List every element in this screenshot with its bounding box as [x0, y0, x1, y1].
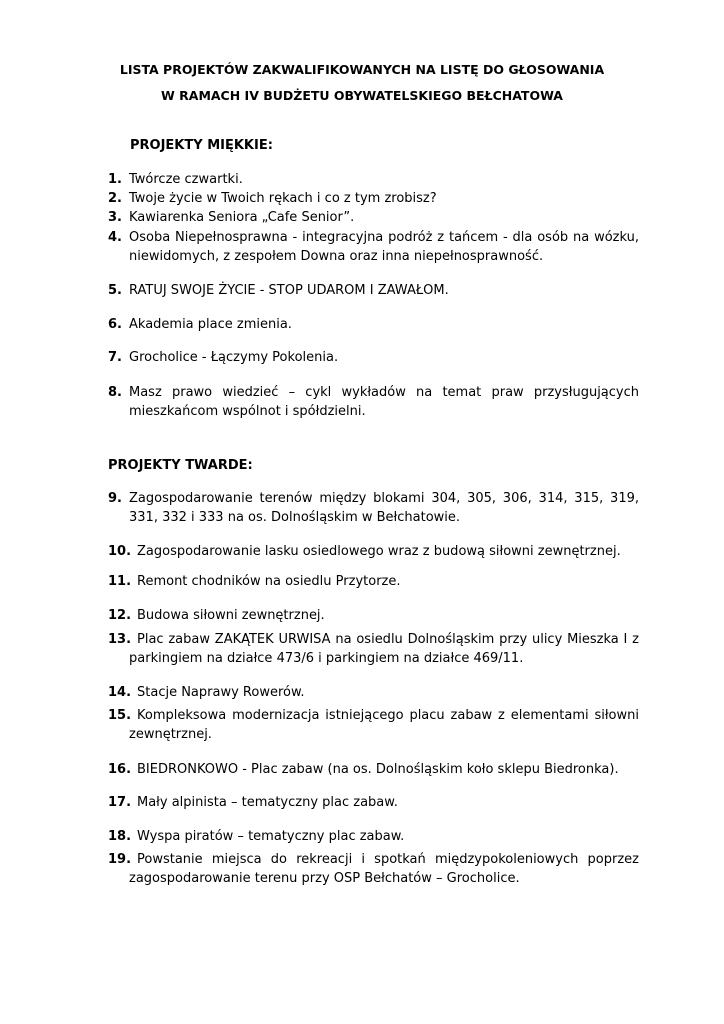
list-item-text: Stacje Naprawy Rowerów. — [137, 685, 305, 700]
list-item-number: 7. — [108, 350, 122, 365]
list-item-text: Powstanie miejsca do rekreacji i spotkań międzypokoleniowych poprzez zagospodarowanie terenu przy OSP Bełchatów – Grocholice. — [129, 852, 639, 886]
list-item — [108, 281, 639, 300]
list-item-number: 2. — [108, 191, 122, 206]
list-item — [108, 170, 639, 189]
list-item-text: Akademia place zmienia. — [129, 317, 292, 332]
list-item-text: BIEDRONKOWO - Plac zabaw (na os. Dolnośląskim koło sklepu Biedronka). — [137, 762, 619, 777]
list-item-number: 14. — [108, 685, 132, 700]
list-item-text: Zagospodarowanie terenów między blokami 304, 305, 306, 314, 315, 319, 331, 332 i 333 na os. Dolnośląskim w Bełchatowie. — [129, 491, 639, 525]
list-item — [108, 189, 639, 208]
list-item-text: Plac zabaw ZAKĄTEK URWISA na osiedlu Dolnośląskim przy ulicy Mieszka I z parkingiem na działce 473/6 i parkingiem na działce 469/11. — [129, 632, 639, 666]
list-item-number: 17. — [108, 795, 132, 810]
list-item — [108, 760, 639, 779]
list-item-number: 16. — [108, 762, 132, 777]
list-item — [108, 208, 639, 227]
list-item-number: 15. — [108, 708, 132, 723]
list-item — [108, 228, 639, 266]
list-item-number: 19. — [108, 852, 132, 867]
list-item-number: 4. — [108, 230, 122, 245]
hard-projects-heading: PROJEKTY TWARDE: — [108, 458, 253, 473]
list-item-number: 6. — [108, 317, 122, 332]
list-item-text: Osoba Niepełnosprawna - integracyjna podróż z tańcem - dla osób na wózku, niewidomych, z zespołem Downa oraz inna niepełnosprawność. — [129, 230, 639, 264]
list-item — [108, 606, 639, 625]
document-title-line-2: W RAMACH IV BUDŻETU OBYWATELSKIEGO BEŁCHATOWA — [161, 88, 563, 103]
list-item-number: 12. — [108, 608, 132, 623]
list-item — [108, 683, 639, 702]
list-item — [108, 630, 639, 668]
document-title-line-1: LISTA PROJEKTÓW ZAKWALIFIKOWANYCH NA LISTĘ DO GŁOSOWANIA — [119, 62, 605, 77]
list-item — [108, 572, 639, 591]
list-item-number: 11. — [108, 574, 132, 589]
list-item-text: Wyspa piratów – tematyczny plac zabaw. — [137, 829, 405, 844]
list-item — [108, 850, 639, 888]
list-item-number: 18. — [108, 829, 132, 844]
list-item-number: 9. — [108, 491, 122, 506]
list-item-text: Twórcze czwartki. — [129, 172, 243, 187]
list-item-text: Kawiarenka Seniora „Cafe Senior”. — [129, 210, 355, 225]
soft-projects-heading: PROJEKTY MIĘKKIE: — [130, 138, 273, 153]
list-item — [108, 315, 639, 334]
list-item-text: Zagospodarowanie lasku osiedlowego wraz z budową siłowni zewnętrznej. — [137, 544, 621, 559]
list-item-text: Mały alpinista – tematyczny plac zabaw. — [137, 795, 398, 810]
list-item-number: 5. — [108, 283, 122, 298]
list-item-number: 10. — [108, 544, 132, 559]
list-item — [108, 827, 639, 846]
list-item-text: Masz prawo wiedzieć – cykl wykładów na temat praw przysługujących mieszkańcom wspólnot i spółdzielni. — [129, 385, 639, 419]
list-item-text: RATUJ SWOJE ŻYCIE - STOP UDAROM I ZAWAŁOM. — [129, 283, 449, 298]
list-item — [108, 489, 639, 527]
list-item — [108, 348, 639, 367]
list-item — [108, 706, 639, 744]
list-item-number: 1. — [108, 172, 122, 187]
list-item-number: 3. — [108, 210, 122, 225]
list-item — [108, 383, 639, 421]
list-item-text: Grocholice - Łączymy Pokolenia. — [129, 350, 339, 365]
list-item-number: 13. — [108, 632, 132, 647]
list-item-text: Budowa siłowni zewnętrznej. — [137, 608, 325, 623]
list-item-text: Kompleksowa modernizacja istniejącego placu zabaw z elementami siłowni zewnętrznej. — [129, 708, 639, 742]
list-item-text: Remont chodników na osiedlu Przytorze. — [137, 574, 401, 589]
list-item — [108, 542, 639, 561]
list-item — [108, 793, 639, 812]
list-item-text: Twoje życie w Twoich rękach i co z tym zrobisz? — [129, 191, 437, 206]
list-item-number: 8. — [108, 385, 122, 400]
